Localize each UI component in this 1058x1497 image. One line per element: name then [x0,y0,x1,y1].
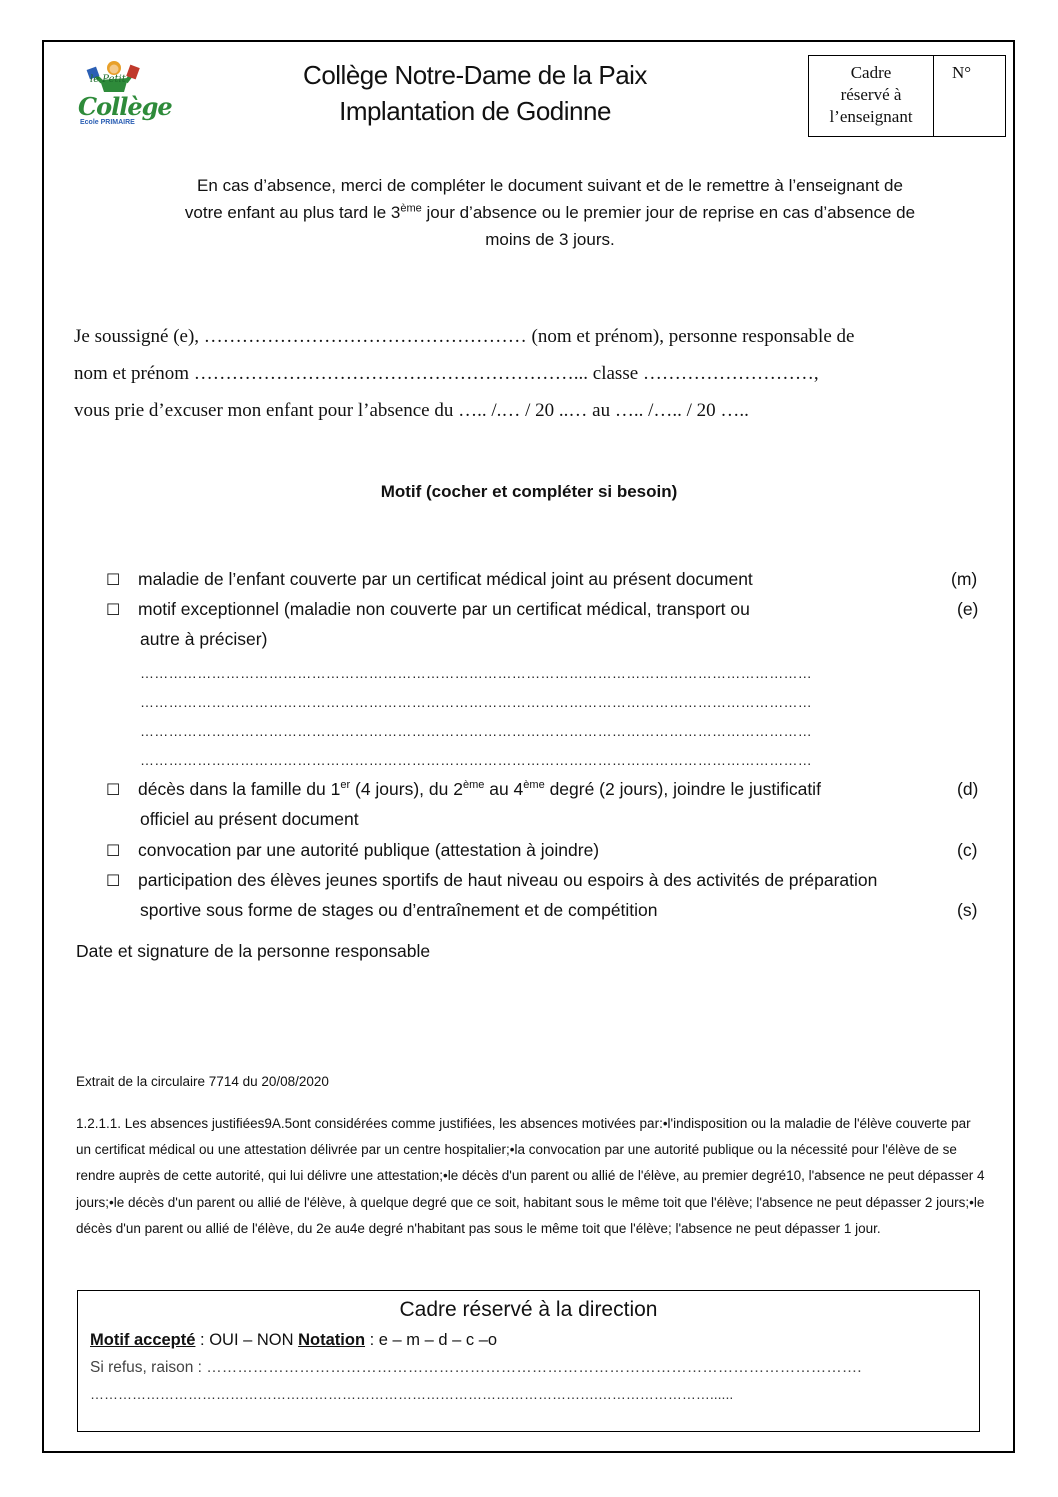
checkbox-convocation[interactable]: ☐ [106,843,121,860]
motif-item-maladie [106,569,753,590]
dotted-line-2[interactable]: …………………………………………………………………………………………………………………………… [140,694,813,710]
deces-sup-2: ème [462,779,485,792]
intro-line-2-a: votre enfant au plus tard le 3 [184,203,401,222]
page-title [250,57,700,129]
number-field[interactable]: N° [952,63,972,82]
refus-line[interactable]: Si refus, raison : ………………………………………………………………………………………………………………. [90,1359,862,1376]
intro-paragraph [120,172,980,253]
motif-item-deces [106,779,821,800]
code-m: (m) [951,569,978,589]
intro-sup: ème [400,202,422,215]
motif-item-maladie-label: maladie de l’enfant couverte par un certificat médical joint au présent document [138,569,753,589]
motif-item-convocation-label: convocation par une autorité publique (attestation à joindre) [138,840,600,860]
motif-item-deces-cont: officiel au présent document [140,809,359,829]
intro-line-2 [120,199,980,226]
checkbox-sport[interactable]: ☐ [106,873,121,890]
code-d: (d) [957,779,979,799]
direction-decision-line [90,1331,497,1350]
notation-label: Notation [298,1331,366,1349]
extract-title: Extrait de la circulaire 7714 du 20/08/2020 [76,1074,329,1089]
checkbox-maladie[interactable]: ☐ [106,572,121,589]
declaration-line-3[interactable]: vous prie d’excuser mon enfant pour l’absence du ….. /.… / 20 ..… au ….. /….. / 20 ….. [74,400,749,421]
teacher-box-label [809,56,934,136]
deces-b: (4 jours), du 2 [350,779,463,799]
signature-label: Date et signature de la personne responsable [76,941,431,961]
motif-item-sport-cont: sportive sous forme de stages ou d’entraînement et de compétition [140,900,658,920]
motif-accepte-label: Motif accepté [90,1331,196,1349]
direction-title: Cadre réservé à la direction [399,1298,658,1321]
deces-sup-1: er [340,779,351,792]
code-e: (e) [957,599,979,619]
motif-item-exceptionnel [106,599,750,620]
declaration-line-1[interactable]: Je soussigné (e), …………………………………………… (nom et prénom), personne responsable de [74,326,855,347]
teacher-reserved-box [808,55,1006,137]
declaration-line-2[interactable]: nom et prénom ……………………………………………………... classe ………………………, [74,363,819,384]
teacher-box-label-2: réservé à [840,85,902,104]
title-line-2: Implantation de Godinne [339,96,611,126]
checkbox-deces[interactable]: ☐ [106,782,121,799]
motif-item-exceptionnel-label: motif exceptionnel (maladie non couverte par un certificat médical, transport ou [138,599,750,619]
notation-value[interactable]: : e – m – d – c –o [365,1331,498,1349]
direction-box [77,1290,980,1432]
deces-d: degré (2 jours), joindre le justificatif [544,779,821,799]
dotted-line-4[interactable]: …………………………………………………………………………………………………………………………… [140,752,813,768]
dotted-line-3[interactable]: …………………………………………………………………………………………………………………………… [140,723,813,739]
deces-a: décès dans la famille du 1 [138,779,341,799]
deces-c: au 4 [484,779,524,799]
intro-line-2-b: jour d’absence ou le premier jour de reprise en cas d’absence de [421,203,916,222]
teacher-box-label-1: Cadre [850,63,892,82]
logo-main-text: Collège [78,92,172,121]
intro-line-3: moins de 3 jours. [485,230,615,249]
deces-sup-3: ème [523,779,545,792]
dotted-line-1[interactable]: …………………………………………………………………………………………………………………………… [140,665,813,681]
refus-dots-line[interactable]: ……………………………………………………………………………………………….……………………...... [90,1386,734,1402]
teacher-box-label-3: l’enseignant [829,107,913,126]
motif-accepte-value[interactable]: : OUI – NON [195,1331,299,1349]
logo-small-text: le Petit [90,74,126,85]
checkbox-exceptionnel[interactable]: ☐ [106,602,121,619]
title-line-1: Collège Notre-Dame de la Paix [303,60,647,90]
motif-item-sport [106,870,877,891]
code-s: (s) [957,900,978,920]
motif-item-sport-label: participation des élèves jeunes sportifs de haut niveau ou espoirs à des activités de préparation [138,870,878,890]
logo-sub-text: Ecole PRIMAIRE [80,119,135,126]
school-logo [78,58,172,130]
extract-body: 1.2.1.1. Les absences justifiées9A.5ont considérées comme justifiées, les absences motivées par:•l'indisposition ou la maladie de l'élève couverte par un certificat médical ou une attestation délivrée par un centre hospitalier;•la convocation par une autorité publique ou la nécessité pour l'élève de se rendre auprès de cette autorité, qui lui délivre une attestation;•le décès d'un parent ou allié de l'élève, au premier degré10, l'absence ne peut dépasser 4 jours;•le décès d'un parent ou allié de l'élève, à quelque degré que ce soit, habitant sous le même toit que l'élève; l'absence ne peut dépasser 2 jours;•le décès d'un parent ou allié de l'élève, du 2e au4e degré n'habitant pas sous le même toit que l'élève; l'absence ne peut dépasser 1 jour. [76,1116,985,1236]
intro-line-1: En cas d’absence, merci de compléter le document suivant et de le remettre à l’enseignant de [197,176,903,195]
motif-item-exceptionnel-cont: autre à préciser) [140,629,268,649]
motif-item-convocation [106,840,599,861]
motif-title: Motif (cocher et compléter si besoin) [380,482,678,501]
code-c: (c) [957,840,978,860]
